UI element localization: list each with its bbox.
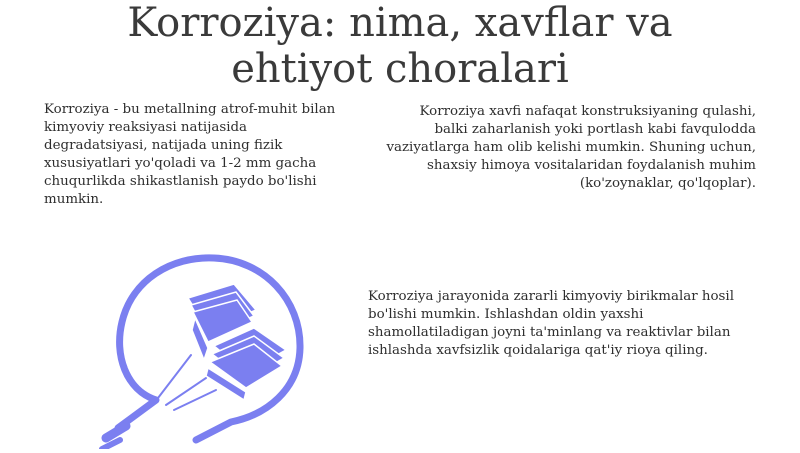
paragraph-dangers: Korroziya xavfi nafaqat konstruksiyaning qulashi, balki zaharlanish yoki portlash kabi favqulodda vaziyatlarga ham olib kelishi mumkin. Shuning uchun, shaxsiy himoya vositalaridan foydalanish muhim (ko'zoynaklar, qo'lqoplar). [386,104,756,191]
lightbulb-book-icon [96,250,311,449]
page-title [0,0,800,92]
paragraph-definition: Korroziya - bu metallning atrof-muhit bilan kimyoviy reaksiyasi natijasida degradatsiyasi, natijada uning fizik xususiyatlari yo'qoladi va 1-2 mm gacha chuqurlikda shikastlanish paydo bo'lishi mumkin. [44,102,336,207]
title-line-2: ehtiyot choralari [231,46,569,92]
paragraph-precautions: Korroziya jarayonida zararli kimyoviy birikmalar hosil bo'lishi mumkin. Ishlashdan oldin yaxshi shamollatiladigan joyni ta'minlang va reaktivlar bilan ishlashda xavfsizlik qoidalariga qat'iy rioya qiling. [368,289,734,358]
title-line-1: Korroziya: nima, xavflar va [127,0,673,46]
